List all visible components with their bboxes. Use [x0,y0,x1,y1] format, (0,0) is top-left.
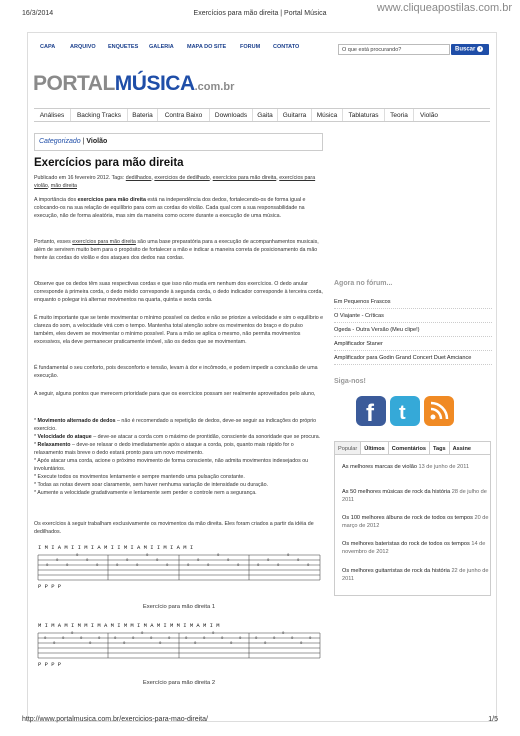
cat-gaita[interactable]: Gaita [253,109,278,121]
forum-item[interactable]: Em Pequenos Frascos [334,296,492,309]
svg-text:0: 0 [146,554,149,558]
svg-text:0: 0 [89,642,92,646]
svg-text:0: 0 [267,559,270,563]
svg-text:0: 0 [141,632,144,636]
print-date: 16/3/2014 [22,10,54,17]
list-item: * Todas as notas devem soar claramente, sem haver nenhuma variação de intensidade ou duração. [34,482,268,488]
svg-text:0: 0 [96,564,99,568]
list-item[interactable]: As 50 melhores músicas de rock da história 28 de julho de 2011 [342,489,487,503]
breadcrumb-separator: | [80,138,87,145]
forum-heading: Agora no fórum... [334,280,393,287]
tab-ultimos[interactable]: Últimos [361,442,389,454]
svg-text:0: 0 [297,559,300,563]
tab1-bottom: P P P P [38,583,62,590]
rss-icon[interactable] [424,396,454,426]
tag-link[interactable]: exercícios para mão direita [212,175,277,181]
svg-text:0: 0 [53,642,56,646]
print-title: Exercícios para mão direita | Portal Música [193,10,327,17]
svg-text:0: 0 [277,564,280,568]
forum-item[interactable]: O Viajante - Críticas [334,310,492,323]
svg-text:0: 0 [56,559,59,563]
svg-text:0: 0 [62,637,65,641]
svg-text:0: 0 [255,637,258,641]
svg-text:0: 0 [230,642,233,646]
svg-text:0: 0 [309,637,312,641]
category-nav [34,108,490,122]
cat-contra-baixo[interactable]: Contra Baixo [158,109,210,121]
search-button-label: Buscar [455,46,476,53]
p1-c: está na independência dos dedos, fortalecendo-os de forma igual e colocando-os na sua relação de equilíbrio para com as cordas do violão. Cada qual com a sua responsabilidade na execução, não de forma aleatória, mas sim da maneira como ocorre durante a execução de uma música. [34,197,306,219]
svg-text:t: t [399,402,406,424]
article-paragraph: É muito importante que se tente movimentar o mínimo possível os dedos e não se priorize a velocidade e sim o equilíbrio e clareza do som, a velocidade virá com o tempo. Mantenha total atenção sobre os movimentos do braço e do pulso também, eles devem se movimentar o mínimo possível. Para a mão se aplica o mesmo, não permita movimentos excessivos, ela deve permanecer praticamente imóvel, são os dedos que se movimentam. [34,315,324,345]
tab2-header: M I M A M I M M I M A M I M M I M A M I M M I M A M I M [38,622,220,629]
svg-text:0: 0 [207,564,210,568]
svg-text:0: 0 [237,564,240,568]
logo-part-domain: .com.br [194,81,235,93]
p2-a: Portanto, esses [34,239,73,245]
svg-text:0: 0 [159,642,162,646]
tab-tags[interactable]: Tags [430,442,450,454]
breadcrumb [34,133,323,151]
nav-arquivo[interactable]: ARQUIVO [70,44,96,50]
svg-text:0: 0 [44,637,47,641]
svg-text:0: 0 [150,637,153,641]
cat-violao[interactable]: Violão [420,112,438,119]
article-paragraph: Observe que os dedos têm suas respectivas cordas e que isso não muda em nenhum dos exercícios. O dedo anular corresponde à primeira corda, o dedo médio corresponde à segunda corda, o dedo indicador corresponde à terceira corda, enquanto o polegar irá alternar movimentos na quarta, quinta e sexta corda. [34,281,323,303]
svg-text:0: 0 [273,637,276,641]
list-item[interactable]: Os melhores bateristas do rock de todos os tempos 14 de novembro de 2012 [342,541,486,555]
meta-prefix: Publicado em 16 fevereiro 2012. Tags: [34,175,126,181]
list-item: * Após atacar uma corda, acione o próximo movimento de forma consciente, não admita movimentos indesejados ou involuntários. [34,458,309,472]
search-button[interactable] [451,44,489,55]
article-paragraph [34,196,324,220]
svg-text:0: 0 [212,632,215,636]
svg-text:0: 0 [46,564,49,568]
nav-enquetes[interactable]: ENQUETES [108,44,139,50]
svg-text:0: 0 [203,637,206,641]
svg-text:0: 0 [76,554,79,558]
watermark: www.cliqueapostilas.com.br [376,2,512,14]
svg-text:0: 0 [185,637,188,641]
svg-text:0: 0 [132,637,135,641]
p2-c: são uma base preparatória para a execução de acompanhamentos musicais, além de servirem muito bem para o propósito de fortalecer a mão e indicar a maneira correta de posicionamento da mão frente às cordas do violão e dos ataques dos dedos nas cordas. [34,239,319,261]
cat-guitarra[interactable]: Guitarra [278,109,312,121]
cat-analises[interactable]: Análises [34,109,71,121]
forum-item[interactable]: Amplificador para Godin Grand Concert Duet Amciance [334,352,492,365]
svg-text:0: 0 [126,559,129,563]
footer-url: http://www.portalmusica.com.br/exercicios-para-mao-direita/ [22,716,208,723]
bullet-list [34,417,324,497]
forum-item[interactable]: Amplificador Staner [334,338,492,351]
tab2-bottom: P P P P [38,661,62,668]
svg-text:0: 0 [86,559,89,563]
svg-text:0: 0 [194,642,197,646]
svg-text:0: 0 [166,564,169,568]
tab-popular[interactable]: Popular [335,442,361,454]
breadcrumb-current[interactable]: Violão [86,138,108,145]
figure-caption: Exercício para mão direita 2 [142,680,216,686]
tag-link[interactable]: exercicios de dedilhado [154,175,210,181]
article-paragraph: A seguir, alguns pontos que merecem prioridade para que os exercícios possam ser realmente aproveitados pelo aluno, [34,391,316,397]
list-item: * Aumente a velocidade gradativamente e lentamente sem perder o controle nem a segurança. [34,490,257,496]
article-paragraph: Os exercícios à seguir trabalham exclusivamente os movimentos da mão direita. Eles foram criados a partir da idéia de dedilhados. [34,521,314,535]
list-item: * Relaxamento – deve-se relaxar o dedo imediatamente após o ataque a corda, pois, quanto mais rápido for o relaxamento mais breve o dedo estará pronto para um novo movimento. [34,442,294,456]
svg-text:0: 0 [257,564,260,568]
svg-text:0: 0 [123,642,126,646]
svg-text:0: 0 [136,564,139,568]
tag-link[interactable]: dedilhados [125,175,152,181]
svg-text:0: 0 [98,637,101,641]
site-logo[interactable] [33,72,234,98]
svg-text:0: 0 [217,554,220,558]
page-title: Exercícios para mão direita [34,157,184,169]
list-item[interactable]: Os melhores guitarristas de rock da história 22 de junho de 2011 [342,568,489,582]
tab-comentarios[interactable]: Comentários [389,442,430,454]
list-item[interactable]: As melhores marcas de violão 13 de junho de 2011 [342,464,470,470]
svg-text:0: 0 [307,564,310,568]
print-footer [22,716,498,723]
forum-item[interactable]: Ogeda - Outra Versão (Meu clipe!) [334,324,492,337]
svg-text:0: 0 [80,637,83,641]
svg-text:0: 0 [300,642,303,646]
svg-text:0: 0 [156,559,159,563]
twitter-icon[interactable] [390,396,420,426]
tag-link[interactable]: exercícios para violão [34,175,316,189]
logo-part-musica: MÚSICA [114,72,195,95]
article-meta: Publicado em 16 fevereiro 2012. Tags: dedilhados, exercicios de dedilhado, exercícios para mão direita, exercícios para violão, mão direita [34,175,316,189]
svg-text:0: 0 [66,564,69,568]
tab1-header: I M I A M I I M I A M I I M I A M I I M I A M I [38,544,194,551]
svg-text:0: 0 [114,637,117,641]
svg-text:0: 0 [227,559,230,563]
tablature-exercise-2 [34,620,324,678]
svg-text:0: 0 [116,564,119,568]
svg-text:0: 0 [291,637,294,641]
list-item[interactable]: Os 100 melhores álbuns de rock de todos os tempos 20 de março de 2012 [342,515,489,529]
svg-text:0: 0 [168,637,171,641]
tab-assine[interactable]: Assine [452,446,471,452]
list-item: * Execute todos os movimentos lentamente e sempre mantendo uma pulsação constante. [34,474,245,480]
article-paragraph: É fundamental o seu conforto, pois desconforto e tensão, levam à dor e incômodo, e podem impedir a conclusão de uma execução. [34,365,318,379]
svg-text:0: 0 [221,637,224,641]
nav-galeria[interactable]: GALERIA [149,44,174,50]
nav-mapa-do-site[interactable]: MAPA DO SITE [187,44,227,50]
cat-bateria[interactable]: Bateria [128,109,158,121]
svg-text:0: 0 [239,637,242,641]
cat-musica[interactable]: Música [312,109,343,121]
search-input[interactable]: O que está procurando? [338,44,450,55]
arrow-right-icon: › [477,46,483,52]
svg-text:0: 0 [287,554,290,558]
facebook-icon[interactable] [356,396,386,426]
svg-text:0: 0 [264,642,267,646]
cat-backing-tracks[interactable]: Backing Tracks [71,109,128,121]
list-item: * Velocidade do ataque – deve-se atacar a corda com o máximo de prontidão, consciente da sonoridade que se procura. [34,434,321,440]
svg-text:0: 0 [71,632,74,636]
sidebar-tabs [334,441,491,455]
cat-teoria[interactable]: Teoria [385,109,414,121]
follow-heading: Siga-nos! [334,378,366,385]
p1-a: A importância dos [34,197,78,203]
tag-link[interactable]: mão direita [50,183,77,189]
logo-part-portal: PORTAL [33,72,115,95]
svg-text:0: 0 [187,564,190,568]
svg-text:0: 0 [282,632,285,636]
nav-contato[interactable]: CONTATO [273,44,300,50]
cat-downloads[interactable]: Downloads [210,109,253,121]
figure-caption: Exercício para mão direita 1 [142,604,216,610]
tablature-exercise-1 [34,542,324,600]
nav-forum[interactable]: FORUM [240,44,261,50]
nav-capa[interactable]: CAPA [40,44,56,50]
svg-text:f: f [366,400,374,426]
breadcrumb-label: Categorizado [39,138,81,145]
p2-link[interactable]: exercícios para mão direita [72,239,136,245]
cat-tablaturas[interactable]: Tablaturas [343,109,385,121]
article-paragraph [34,238,324,262]
list-item: * Movimento alternado de dedos – não é recomendado a repetição de dedos, deve-se seguir as indicações do próprio exercício. [34,418,317,432]
svg-text:0: 0 [197,559,200,563]
popular-list [334,455,491,596]
footer-page: 1/5 [488,716,498,723]
p1-b: exercícios para mão direita [77,197,146,203]
